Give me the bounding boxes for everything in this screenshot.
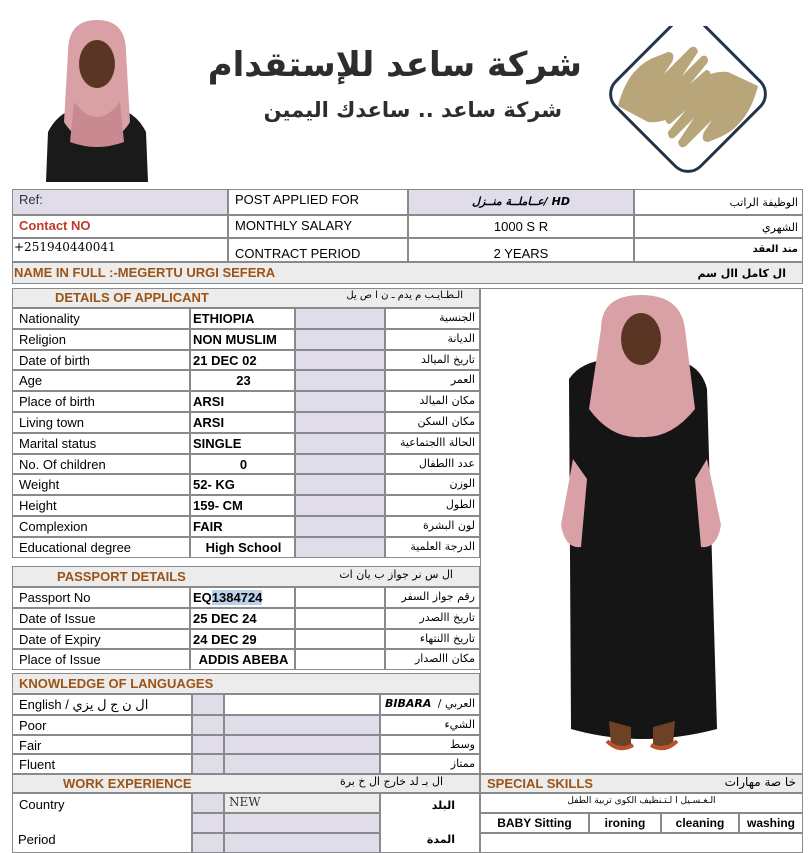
detail-blank — [295, 537, 385, 558]
language-english-cell-2 — [224, 694, 380, 715]
work-header — [12, 774, 480, 793]
work-ar-cell — [380, 793, 480, 853]
passport-no-digits: 1384724 — [211, 590, 263, 605]
detail-ar: عدد االطفال — [385, 454, 480, 474]
detail-label: Date of birth — [12, 350, 190, 370]
work-country-ar: البلد — [431, 799, 455, 812]
detail-blank — [295, 391, 385, 412]
passport-value — [190, 587, 295, 608]
languages-header — [12, 673, 480, 694]
detail-blank — [295, 308, 385, 329]
monthly-salary-value: 1000 S R — [408, 215, 634, 238]
skills-header — [480, 774, 803, 793]
skills-blank-row — [480, 833, 803, 853]
detail-blank — [295, 495, 385, 516]
language-level-cell-1 — [192, 735, 224, 754]
detail-label: Place of birth — [12, 391, 190, 412]
skill-item: BABY Sitting — [480, 813, 589, 833]
language-english-cell-1 — [192, 694, 224, 715]
detail-blank — [295, 329, 385, 350]
detail-blank — [295, 350, 385, 370]
work-country-cell-1 — [192, 793, 224, 813]
passport-value: 25 DEC 24 — [190, 608, 295, 629]
detail-label: Age — [12, 370, 190, 391]
details-title-ar: الـطـايـب م يدم ـ ن ا ص يل — [346, 290, 463, 301]
detail-ar: العمر — [385, 370, 480, 391]
contract-period-label: CONTRACT PERIOD — [228, 238, 408, 262]
post-applied-label: POST APPLIED FOR — [228, 189, 408, 215]
detail-ar: الحالة االجتماعية — [385, 433, 480, 454]
detail-value: 0 — [190, 454, 295, 474]
skills-title-ar: خا صة مهارات — [724, 775, 796, 789]
passport-value: 24 DEC 29 — [190, 629, 295, 649]
detail-value: High School — [190, 537, 295, 558]
company-slogan: شركة ساعد .. ساعدك اليمين — [263, 98, 562, 122]
detail-value: SINGLE — [190, 433, 295, 454]
work-country-label: Country — [12, 793, 192, 853]
applicant-photo-full — [480, 288, 803, 774]
detail-value: ARSI — [190, 412, 295, 433]
detail-ar: مكان الميالد — [385, 391, 480, 412]
language-level-ar: وسط — [380, 735, 480, 754]
detail-ar: تاريخ الميالد — [385, 350, 480, 370]
languages-title: KNOWLEDGE OF LANGUAGES — [19, 676, 214, 691]
detail-label: Educational degree — [12, 537, 190, 558]
passport-blank — [295, 649, 385, 670]
passport-label: Date of Issue — [12, 608, 190, 629]
passport-label: Date of Expiry — [12, 629, 190, 649]
skills-ar-row: الـغـسـيل ا لـتـنظيف الكوى تربية الطفل — [480, 793, 803, 813]
passport-no-prefix: EQ — [193, 590, 212, 605]
hands-logo-icon — [598, 26, 778, 176]
language-level-label: Fair — [12, 735, 192, 754]
passport-value: ADDIS ABEBA — [190, 649, 295, 670]
work-period-cell-4 — [224, 833, 380, 853]
language-level-cell-2 — [224, 715, 380, 735]
monthly-salary-ar: الشهري — [634, 215, 803, 238]
detail-label: No. Of children — [12, 454, 190, 474]
skill-item: ironing — [589, 813, 661, 833]
detail-ar: الجنسية — [385, 308, 480, 329]
detail-value: ARSI — [190, 391, 295, 412]
passport-label: Passport No — [12, 587, 190, 608]
language-level-cell-2 — [224, 754, 380, 774]
detail-value: 23 — [190, 370, 295, 391]
detail-blank — [295, 412, 385, 433]
full-name: NAME IN FULL :-MEGERTU URGI SEFERA — [12, 262, 803, 284]
work-title-ar: ال بـ لد خارج ال خ برة — [339, 775, 443, 788]
detail-value: FAIR — [190, 516, 295, 537]
passport-ar: مكان االصدار — [385, 649, 480, 670]
detail-ar: الوزن — [385, 474, 480, 495]
work-title: WORK EXPERIENCE — [63, 776, 192, 791]
detail-blank — [295, 454, 385, 474]
applicant-photo-small — [38, 12, 156, 182]
detail-blank — [295, 433, 385, 454]
detail-label: Religion — [12, 329, 190, 350]
post-applied-ar: الوظيفة الراتب — [634, 189, 803, 215]
detail-label: Marital status — [12, 433, 190, 454]
language-level-label: Fluent — [12, 754, 192, 774]
detail-value: 21 DEC 02 — [190, 350, 295, 370]
detail-blank — [295, 474, 385, 495]
skill-item: cleaning — [661, 813, 739, 833]
language-level-cell-1 — [192, 754, 224, 774]
details-title: DETAILS OF APPLICANT — [55, 290, 209, 305]
contract-period-value: 2 YEARS — [408, 238, 634, 262]
detail-value: NON MUSLIM — [190, 329, 295, 350]
work-country-value: NEW — [224, 793, 380, 813]
detail-label: Weight — [12, 474, 190, 495]
language-level-ar: الشيء — [380, 715, 480, 735]
detail-ar: الطول — [385, 495, 480, 516]
work-period-cell-3 — [192, 833, 224, 853]
detail-label: Height — [12, 495, 190, 516]
contract-period-ar: مند العقد — [634, 238, 803, 262]
detail-label: Living town — [12, 412, 190, 433]
work-period-ar: المدة — [426, 833, 455, 846]
contact-label: Contact NO — [12, 215, 228, 238]
post-applied-value: عــاملــة منــزل/ HD — [408, 189, 634, 215]
detail-value: ETHIOPIA — [190, 308, 295, 329]
passport-ar: تاريخ االصدر — [385, 608, 480, 629]
detail-value: 52- KG — [190, 474, 295, 495]
passport-blank — [295, 629, 385, 649]
passport-ar: تاريخ االنتهاء — [385, 629, 480, 649]
language-level-cell-1 — [192, 715, 224, 735]
person-full-body-icon — [481, 289, 802, 773]
ref-label: Ref: — [12, 189, 228, 215]
passport-title-ar: ال س نر جواز ب يان ات — [339, 568, 453, 581]
work-period-label: Period — [18, 832, 56, 847]
detail-label: Nationality — [12, 308, 190, 329]
detail-ar: الدرجة العلمية — [385, 537, 480, 558]
language-arabic-cell — [380, 694, 480, 715]
passport-label: Place of Issue — [12, 649, 190, 670]
monthly-salary-label: MONTHLY SALARY — [228, 215, 408, 238]
work-period-cell-2 — [224, 813, 380, 833]
detail-ar: لون البشرة — [385, 516, 480, 537]
passport-blank — [295, 587, 385, 608]
skills-title: SPECIAL SKILLS — [487, 776, 593, 791]
person-portrait-icon — [38, 12, 156, 182]
passport-header — [12, 566, 480, 587]
detail-blank — [295, 370, 385, 391]
language-english-label: English / ال ن ج ل يزي — [12, 694, 192, 715]
language-arabic-value: BIBARA — [385, 697, 432, 710]
language-level-label: Poor — [12, 715, 192, 735]
skill-item: washing — [739, 813, 803, 833]
details-header — [12, 288, 480, 308]
passport-ar: رقم جواز السفر — [385, 587, 480, 608]
detail-ar: مكان السكن — [385, 412, 480, 433]
language-level-ar: ممتاز — [380, 754, 480, 774]
passport-blank — [295, 608, 385, 629]
company-logo — [598, 26, 778, 176]
contact-phone: +251940440041 — [12, 238, 228, 262]
detail-blank — [295, 516, 385, 537]
detail-label: Complexion — [12, 516, 190, 537]
full-name-ar: ال كامل اال سم — [697, 267, 786, 280]
company-name: شركة ساعد للإستقدام — [207, 45, 582, 85]
work-period-cell-1 — [192, 813, 224, 833]
passport-title: PASSPORT DETAILS — [57, 569, 186, 584]
detail-value: 159- CM — [190, 495, 295, 516]
language-arabic-ar: العربي / — [437, 697, 475, 710]
language-level-cell-2 — [224, 735, 380, 754]
detail-ar: الديانة — [385, 329, 480, 350]
